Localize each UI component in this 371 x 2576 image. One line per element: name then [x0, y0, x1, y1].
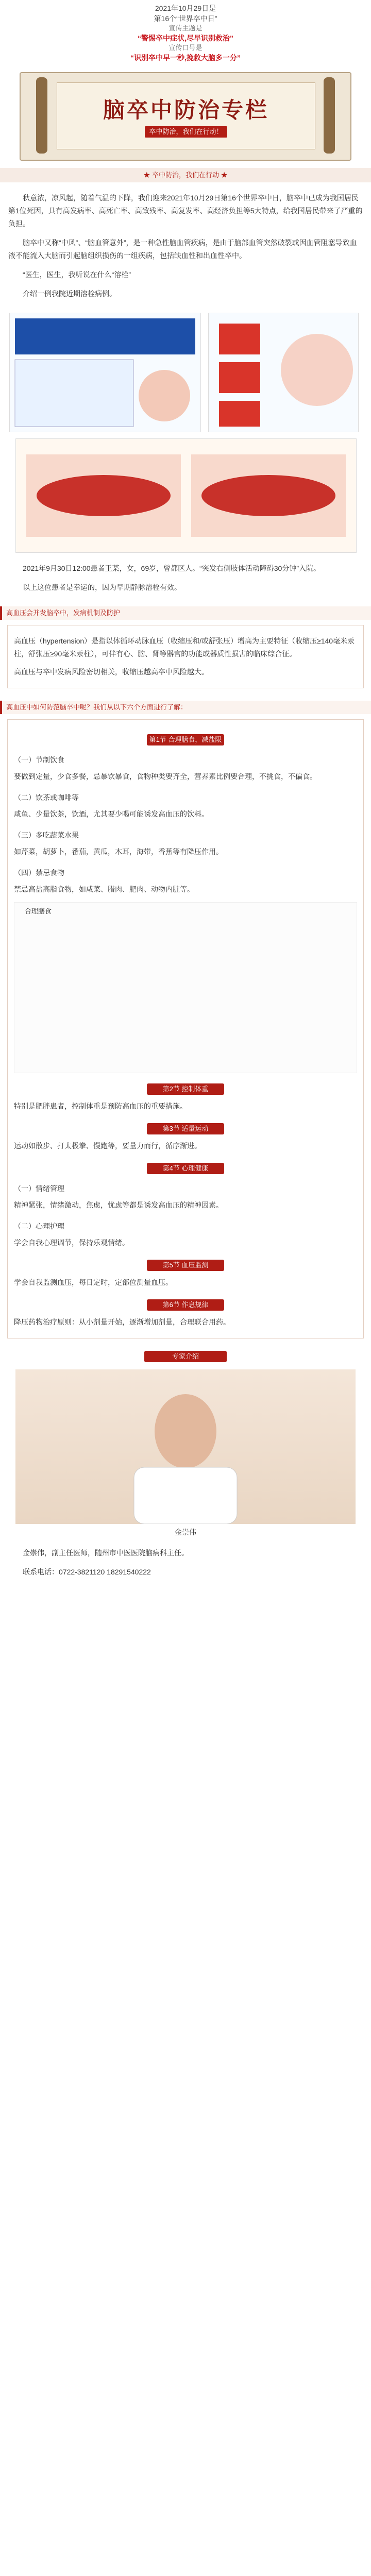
- section-heading: ★ 卒中防治，我们在行动 ★: [143, 171, 228, 179]
- blood-vessel-diagram-image: [15, 438, 357, 553]
- banner-tagline: 卒中防治，我们在行动！: [145, 126, 227, 138]
- subsection-text: 降压药物治疗原则：从小剂量开始，逐渐增加剂量，合理联合用药。: [14, 1318, 230, 1326]
- illustration-row: [0, 307, 371, 432]
- subsection-text: 如芹菜，胡萝卜，番茄，黄瓜，木耳，海带，香蕉等有降压作用。: [14, 848, 223, 856]
- case-section: [0, 553, 371, 594]
- expert-portrait: [15, 1369, 356, 1524]
- subsection-text: 学会自我心理调节，保持乐观情绪。: [14, 1239, 129, 1247]
- subsection-text: 精神紧张，情绪激动，焦虑，忧虑等都是诱发高血压的精神因素。: [14, 1201, 223, 1209]
- banner-title: 脑卒中防治专栏: [103, 97, 269, 123]
- scroll-left-decoration: [36, 77, 47, 154]
- section-label: 第6节 作息规律: [147, 1299, 224, 1311]
- subsection-text: 学会自我监测血压，每日定时，定部位测量血压。: [14, 1278, 173, 1286]
- scroll-right-decoration: [324, 77, 335, 154]
- topic-banner: [20, 72, 351, 161]
- subsection-text: 禁忌高盐高脂食物，如咸菜、腊肉、肥肉、动物内脏等。: [14, 885, 194, 893]
- section-label: 第3节 适量运动: [147, 1123, 224, 1134]
- section-label: 第2节 控制体重: [147, 1083, 224, 1095]
- subsection-title: （三）多吃蔬菜水果: [14, 831, 79, 839]
- section-divider: [0, 168, 371, 182]
- intro-paragraph: 秋意浓，凉风起，随着气温的下降，我们迎来2021年10月29日第16个世界卒中日，脑卒中已成为我国居民第1位死因，具有高发病率、高死亡率、高致残率、高复发率、高经济负担等5大特点，给我国居民带来了严重的负担。: [8, 194, 363, 228]
- expert-phone: 联系电话：0722-3821120 18291540222: [23, 1568, 151, 1576]
- risk-paragraph: 高血压与卒中发病风险密切相关，收缩压越高卒中风险越大。: [14, 668, 209, 676]
- expert-bio: 金崇伟，副主任医师，随州市中医医院脑病科主任。: [23, 1549, 189, 1557]
- header: [0, 0, 371, 63]
- expert-photo: [15, 1369, 356, 1524]
- risk-heading: 高血压会并发脑卒中，发病机制及防护: [0, 606, 371, 620]
- stroke-center-poster-image: [9, 313, 201, 432]
- subsection-title: （一）情绪管理: [14, 1184, 64, 1193]
- diet-infographic: [14, 902, 357, 1073]
- intro-section: [0, 182, 371, 300]
- subsection-text: 要做到定量，少食多餐，忌暴饮暴食，食物种类要齐全，营养素比例要合理，不挑食，不偏食。: [14, 772, 317, 781]
- section-label: 第4节 心理健康: [147, 1163, 224, 1174]
- banner-inner: [57, 82, 315, 149]
- case-paragraph: 2021年9月30日12:00患者王某，女，69岁，曾都区人。“突发右侧肢体活动障碍30分钟”入院。: [23, 564, 321, 572]
- bottles-graphic: [209, 313, 358, 432]
- theme-text: “警惕卒中症状,尽早识别救治”: [138, 34, 233, 42]
- subsection-title: （二）饮茶或咖啡等: [14, 793, 79, 802]
- intro-paragraph: “医生，医生，我听说在什么“溶栓”: [23, 270, 131, 279]
- subsection-text: 咸鱼、少量饮茶，饮酒，尤其要少喝可能诱发高血压的饮料。: [14, 810, 209, 818]
- subsection-text: 特别是肥胖患者，控制体重是预防高血压的重要措施。: [14, 1102, 187, 1110]
- expert-heading: 专家介绍: [144, 1351, 227, 1362]
- prevention-heading: 高血压中如何防范脑卒中呢？我们从以下六个方面进行了解：: [0, 701, 371, 714]
- slogan-text: “识别卒中早一秒,挽救大脑多一分”: [130, 54, 241, 62]
- vessel-graphic: [16, 439, 356, 552]
- food-grid-heading: 合理膳食: [25, 907, 52, 915]
- intro-paragraph: 脑卒中又称“中风”、“脑血管意外”，是一种急性脑血管疾病，是由于脑部血管突然破裂或因血管阻塞导致血液不能流入大脑而引起脑组织损伤的一组疾病，包括缺血性和出血性卒中。: [8, 239, 357, 260]
- risk-pane: [7, 625, 364, 688]
- expert-bio-section: [0, 1537, 371, 1579]
- risk-paragraph: 高血压（hypertension）是指以体循环动脉血压（收缩压和/或舒张压）增高为主要特征（收缩压≥140毫米汞柱，舒张压≥90毫米汞柱），可伴有心、脑、肾等器官的功能或器质性损害的临床综合征。: [14, 637, 355, 658]
- section-label: 第5节 血压监测: [147, 1260, 224, 1271]
- intro-paragraph: 介绍一例我院近期溶栓病例。: [23, 290, 116, 298]
- theme-label: 宣传主题是: [168, 24, 203, 32]
- date-line: 2021年10月29日是: [155, 4, 216, 12]
- section-label: 第1节 合理膳食，减盐限酒: [147, 734, 224, 745]
- prevention-pane: [7, 719, 364, 1338]
- event-line: 第16个“世界卒中日”: [154, 14, 217, 23]
- subsection-title: （四）禁忌食物: [14, 869, 64, 877]
- case-paragraph: 以上这位患者是幸运的，因为早期静脉溶栓有效。: [23, 583, 181, 591]
- subsection-title: （二）心理护理: [14, 1222, 64, 1230]
- subsection-text: 运动如散步、打太极拳、慢跑等，要量力而行，循序渐进。: [14, 1142, 201, 1150]
- poster-graphic: [10, 313, 200, 432]
- subsection-title: （一）节制饮食: [14, 756, 64, 764]
- slogan-label: 宣传口号是: [168, 44, 203, 52]
- expert-name: 金崇伟: [175, 1528, 196, 1536]
- medicine-bottles-image: [208, 313, 359, 432]
